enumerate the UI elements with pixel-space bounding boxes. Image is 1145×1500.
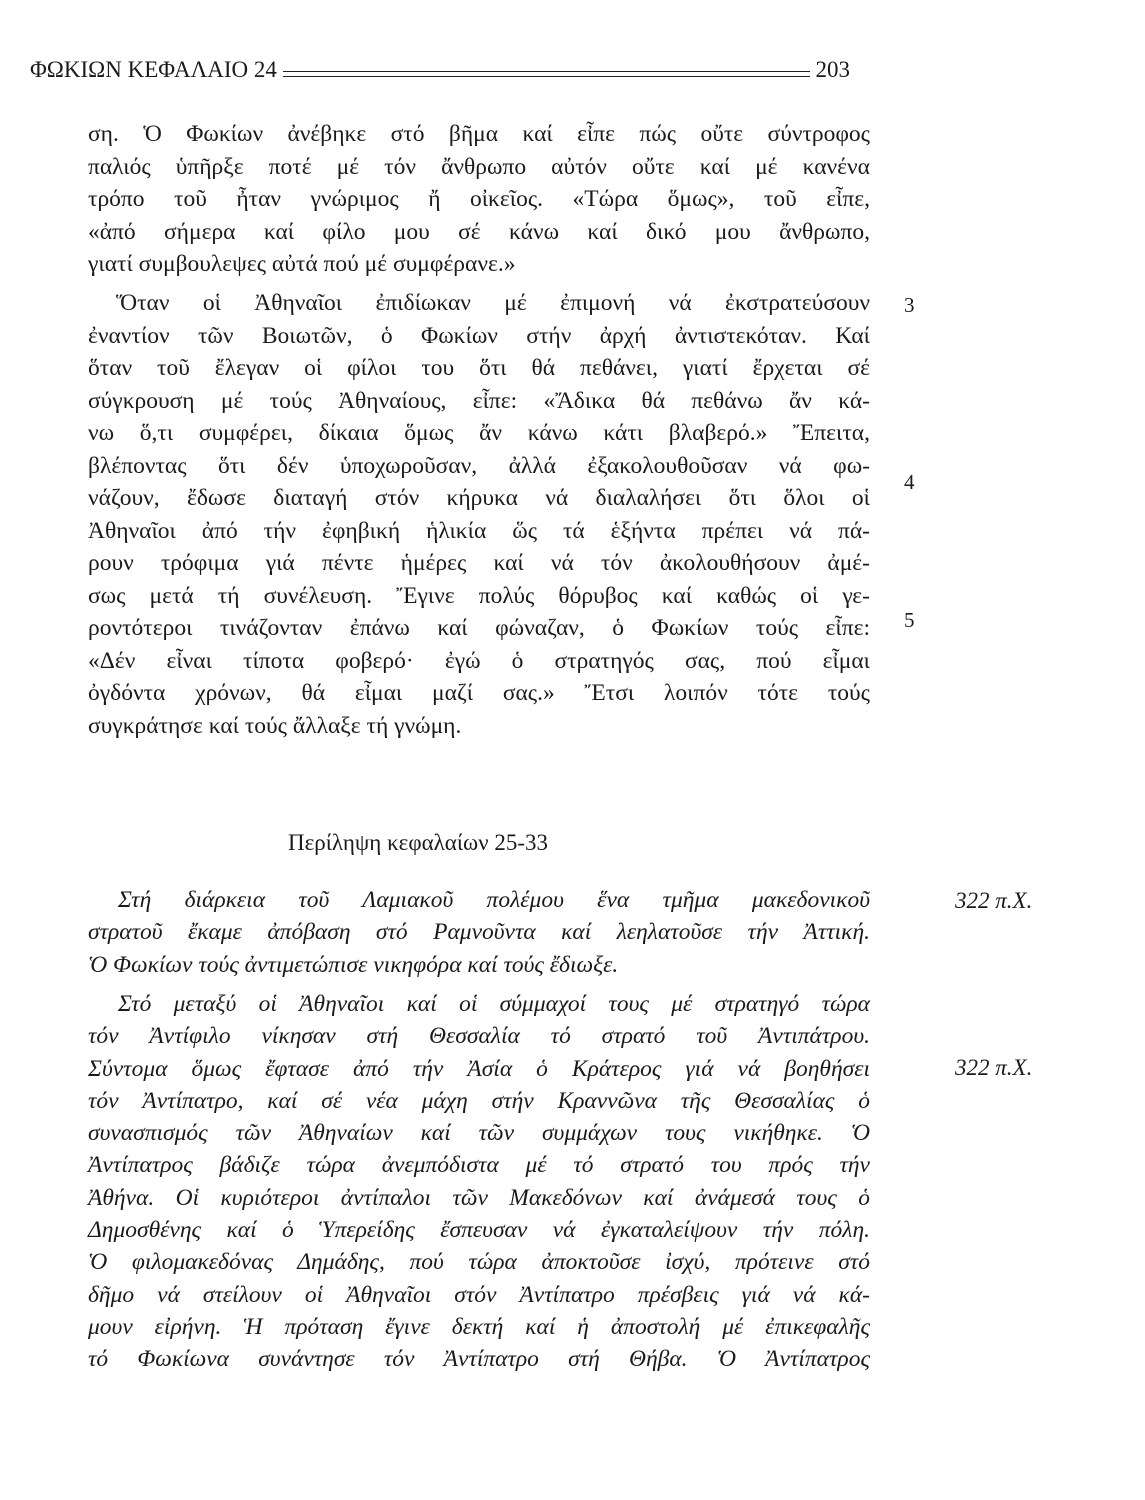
header-rule <box>283 71 810 77</box>
text-line: Ὁ Φωκίων τούς ἀντιμετώπισε νικηφόρα καί τούς ἔδιωξε. <box>88 951 619 978</box>
text-line: ροντότεροι τινάζονταν ἐπάνω καί φώναζαν, ὁ Φωκίων τούς εἶπε: <box>88 615 870 641</box>
text-line: συγκράτησε καί τούς ἄλλαξε τή γνώμη. <box>88 712 462 739</box>
text-line: Ἀθηναῖοι ἀπό τήν ἐφηβική ἡλικία ὥς τά ἑξήντα πρέπει νά πά- <box>88 517 870 544</box>
text-line: Ὁ φιλομακεδόνας Δημάδης, πού τώρα ἀποκτοῦσε ἰσχύ, πρότεινε στό <box>88 1249 870 1276</box>
text-line: ὅταν τοῦ ἔλεγαν οἱ φίλοι του ὅτι θά πεθάνει, γιατί ἔρχεται σέ <box>88 355 870 381</box>
text-line: βλέποντας ὅτι δέν ὑποχωροῦσαν, ἀλλά ἐξακολουθοῦσαν νά φω- <box>88 452 870 479</box>
text-line: νω ὅ,τι συμφέρει, δίκαια ὅμως ἄν κάνω κάτι βλαβερό.» Ἔπειτα, <box>88 420 870 446</box>
text-line: τόν Ἀντίπατρο, καί σέ νέα μάχη στήν Κραννῶνα τῆς Θεσσαλίας ὁ <box>88 1087 870 1114</box>
text-line: Ἀντίπατρος βάδιζε τώρα ἀνεμπόδιστα μέ τό στρατό του πρός τήν <box>88 1152 870 1179</box>
text-line: Ὅταν οἱ Ἀθηναῖοι ἐπιδίωκαν μέ ἐπιμονή νά ἐκστρατεύσουν <box>116 290 870 316</box>
text-line: Ἀθήνα. Οἱ κυριότεροι ἀντίπαλοι τῶν Μακεδόνων καί ἀνάμεσά τους ὁ <box>88 1184 870 1211</box>
margin-section-number: 3 <box>904 293 915 317</box>
margin-section-number: 5 <box>904 608 915 632</box>
paragraph-2 <box>88 287 870 742</box>
text-line: ση. Ὁ Φωκίων ἀνέβηκε στό βῆμα καί εἶπε πώς οὔτε σύντροφος <box>88 121 870 147</box>
text-line: σύγκρουση μέ τούς Ἀθηναίους, εἶπε: «Ἄδικα θά πεθάνω ἄν κά- <box>88 387 870 414</box>
text-line: συνασπισμός τῶν Ἀθηναίων καί τῶν συμμάχων τους νικήθηκε. Ὁ <box>88 1120 870 1147</box>
text-line: «Δέν εἶναι τίποτα φοβερό· ἐγώ ὁ στρατηγός σας, πού εἶμαι <box>88 647 870 674</box>
section-heading-text: Περίληψη κεφαλαίων 25-33 <box>288 830 548 855</box>
chapter-title: ΦΩΚΙΩΝ ΚΕΦΑΛΑΙΟ 24 <box>30 57 277 82</box>
text-line: μουν εἰρήνη. Ἡ πρόταση ἔγινε δεκτή καί ἡ ἀποστολή μέ ἐπικεφαλῆς <box>88 1313 870 1340</box>
text-line: τόν Ἀντίφιλο νίκησαν στή Θεσσαλία τό στρατό τοῦ Ἀντιπάτρου. <box>88 1023 870 1050</box>
margin-date: 322 π.Χ. <box>955 888 1033 913</box>
text-line: τρόπο τοῦ ἦταν γνώριμος ἤ οἰκεῖος. «Τώρα ὅμως», τοῦ εἶπε, <box>88 186 870 212</box>
text-line: σως μετά τή συνέλευση. Ἔγινε πολύς θόρυβος καί καθώς οἱ γε- <box>88 582 870 609</box>
page-number: 203 <box>815 57 850 82</box>
paragraph-1 <box>88 118 870 281</box>
text-line: ἐναντίον τῶν Βοιωτῶν, ὁ Φωκίων στήν ἀρχή ἀντιστεκόταν. Καί <box>88 322 870 349</box>
running-head <box>30 55 850 83</box>
text-line: Σύντομα ὅμως ἔφτασε ἀπό τήν Ἀσία ὁ Κράτερος γιά νά βοηθήσει <box>88 1055 870 1082</box>
text-line: ρουν τρόφιμα γιά πέντε ἡμέρες καί νά τόν ἀκολουθήσουν ἀμέ- <box>88 550 870 576</box>
text-line: τό Φωκίωνα συνάντησε τόν Ἀντίπατρο στή Θήβα. Ὁ Ἀντίπατρος <box>88 1346 870 1373</box>
margin-date: 322 π.Χ. <box>955 1055 1033 1080</box>
text-line: γιατί συμβουλεψες αὐτά πού μέ συμφέρανε.» <box>88 251 516 277</box>
text-line: νάζουν, ἔδωσε διαταγή στόν κήρυκα νά διαλαλήσει ὅτι ὅλοι οἱ <box>88 485 870 511</box>
summary-paragraph-2 <box>88 988 870 1376</box>
text-line: ὀγδόντα χρόνων, θά εἶμαι μαζί σας.» Ἔτσι λοιπόν τότε τούς <box>88 680 870 706</box>
text-line: παλιός ὑπῆρξε ποτέ μέ τόν ἄνθρωπο αὐτόν οὔτε καί μέ κανένα <box>88 153 870 180</box>
text-line: Δημοσθένης καί ὁ Ὑπερείδης ἔσπευσαν νά ἐγκαταλείψουν τήν πόλη. <box>88 1217 870 1244</box>
text-line: δῆμο νά στείλουν οἱ Ἀθηναῖοι στόν Ἀντίπατρο πρέσβεις γιά νά κά- <box>88 1281 870 1308</box>
text-line: Στό μεταξύ οἱ Ἀθηναῖοι καί οἱ σύμμαχοί τους μέ στρατηγό τώρα <box>118 991 870 1017</box>
summary-paragraph-1 <box>88 884 870 981</box>
margin-section-number: 4 <box>904 470 915 494</box>
text-line: στρατοῦ ἔκαμε ἀπόβαση στό Ραμνοῦντα καί λεηλατοῦσε τήν Ἀττική. <box>88 919 870 946</box>
text-line: «ἀπό σήμερα καί φίλο μου σέ κάνω καί δικό μου ἄνθρωπο, <box>88 218 870 245</box>
text-line: Στή διάρκεια τοῦ Λαμιακοῦ πολέμου ἕνα τμῆμα μακεδονικοῦ <box>118 887 870 913</box>
